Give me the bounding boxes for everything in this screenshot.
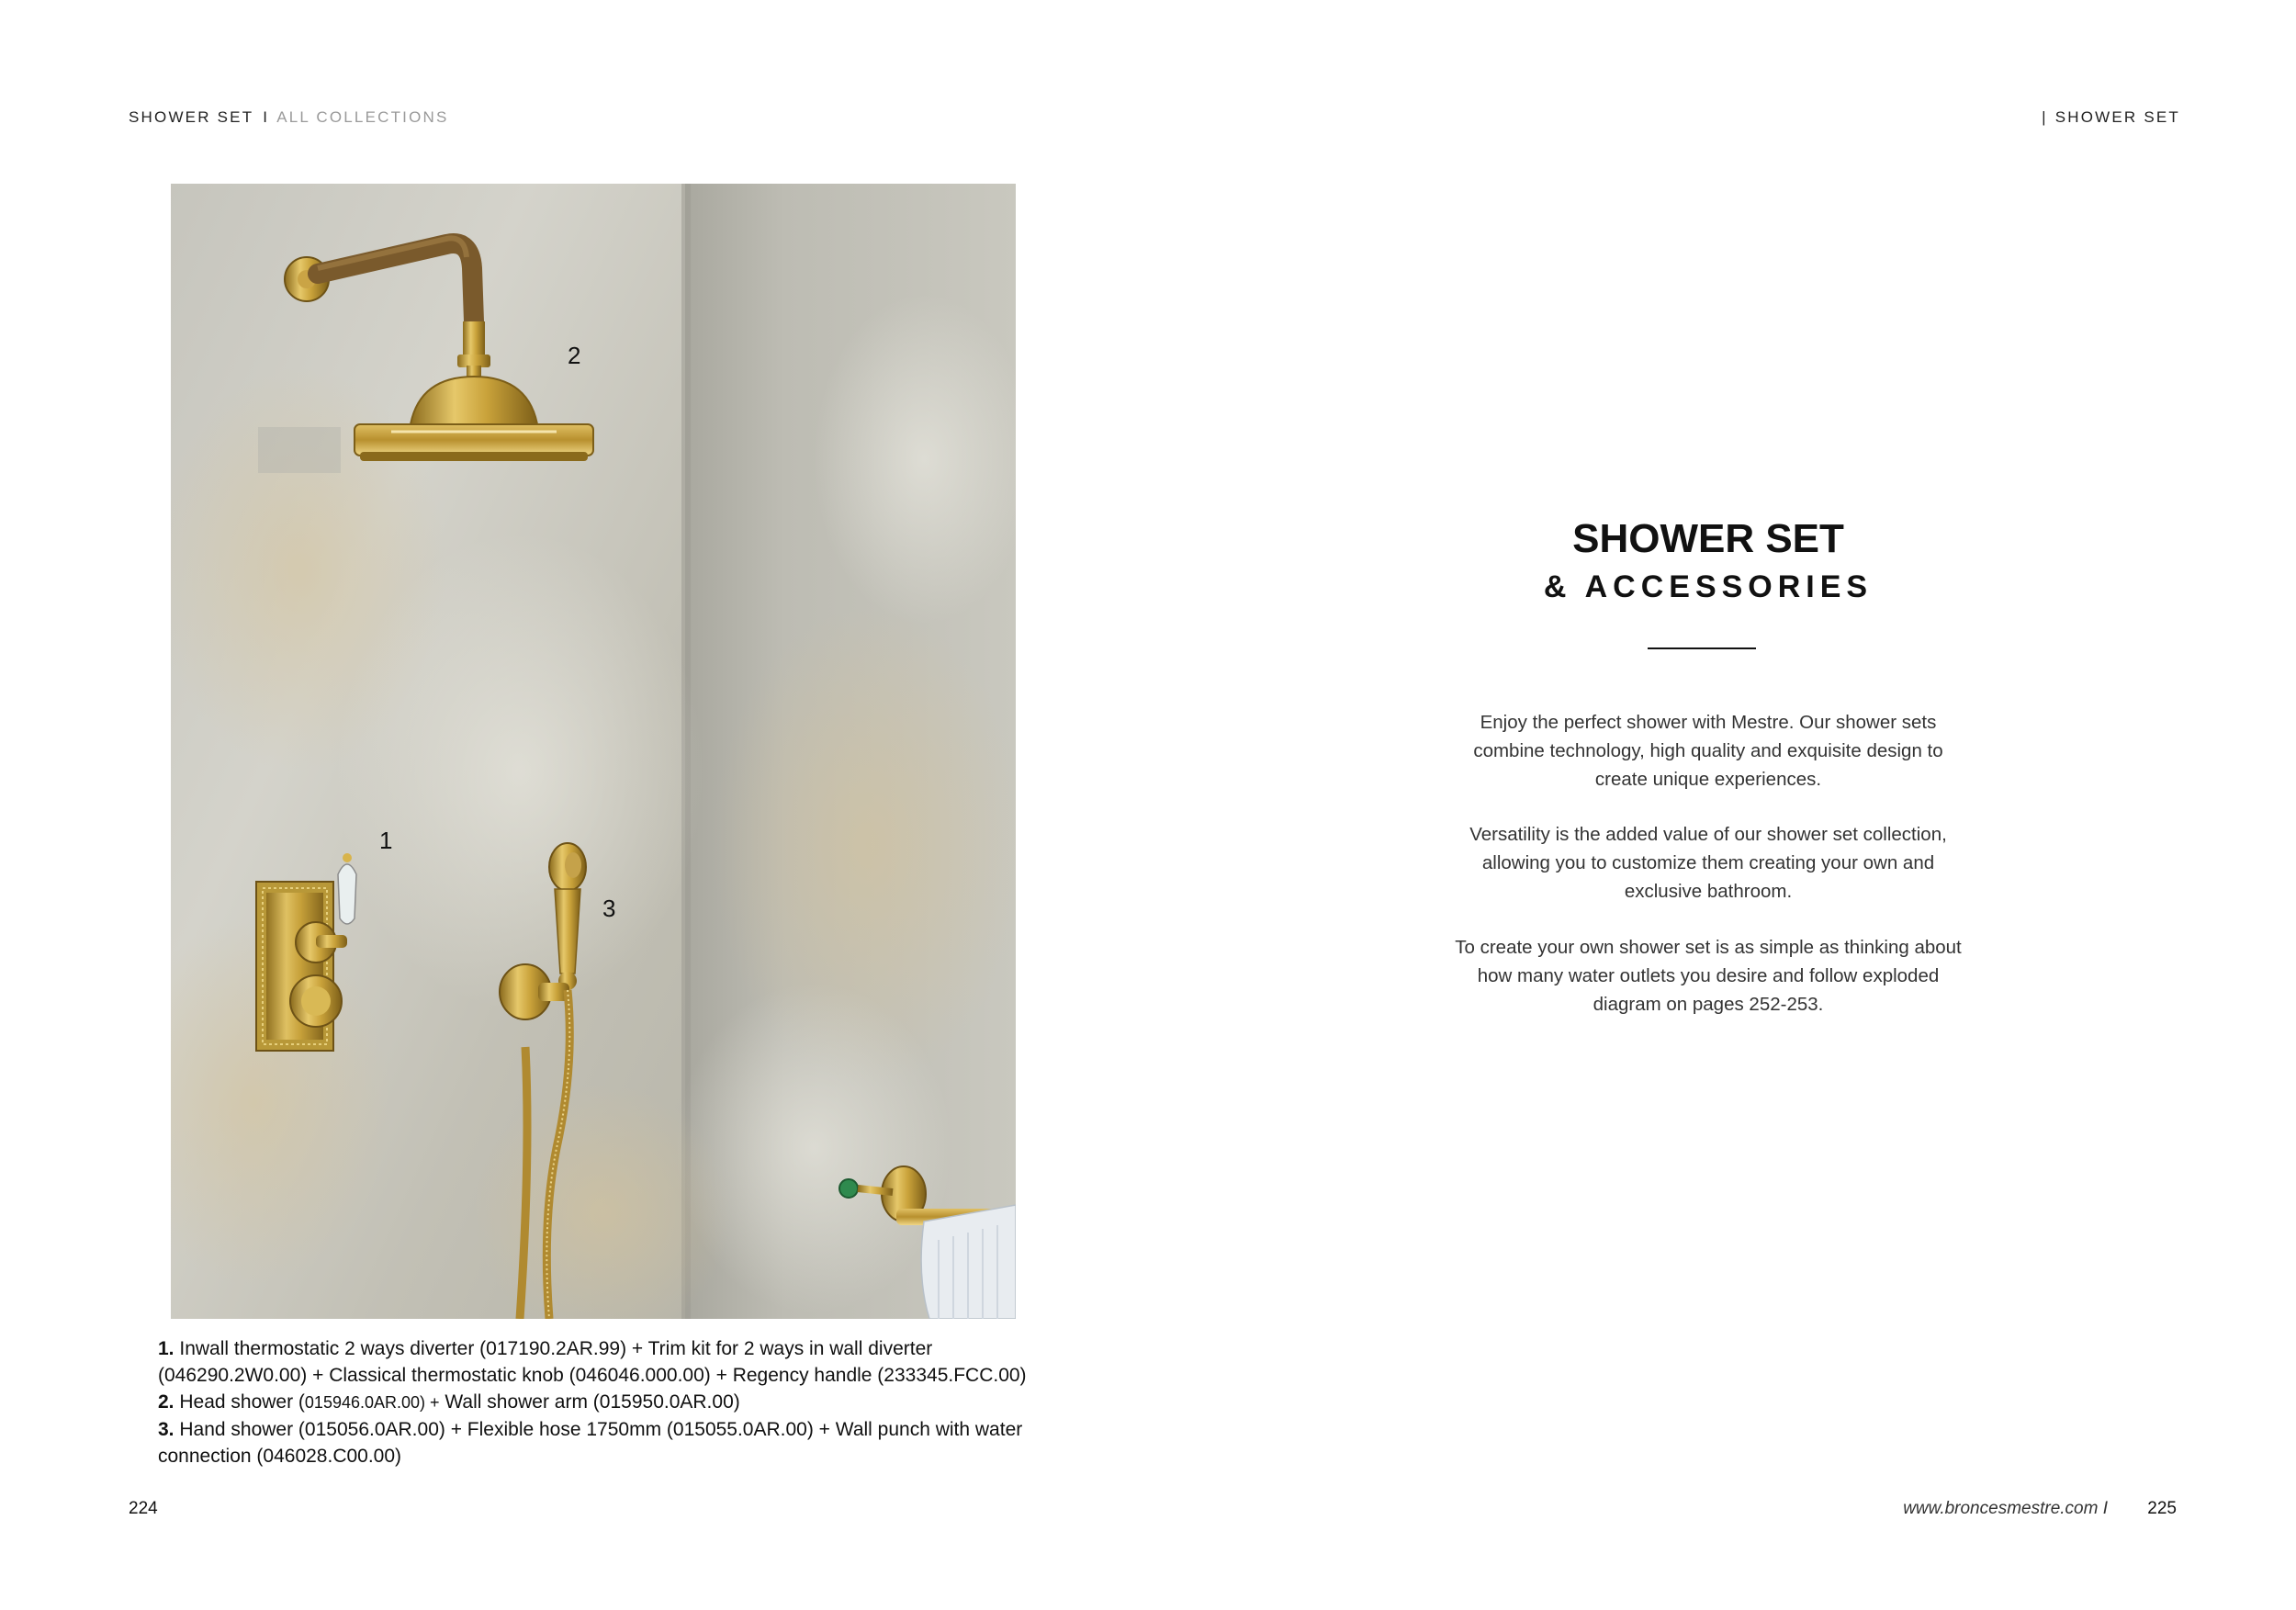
running-header-left [129,108,449,127]
page-number-right: 225 [2147,1499,2177,1518]
intro-paragraph-2: Versatility is the added value of our shower set collection, allowing you to customize them creating your own and exclusive bathroom. [1469,824,1947,902]
section-subtitle: & ACCESSORIES [1543,569,1874,604]
caption-item-text: Head shower ( [179,1391,305,1413]
product-photo [171,184,1016,1319]
intro-paragraph-1: Enjoy the perfect shower with Mestre. Our shower sets combine technology, high quality and exquisite design to create unique experiences. [1473,712,1943,790]
header-separator-right: | [2042,108,2048,126]
header-section-title: SHOWER SET [129,108,254,126]
running-header-right [2042,108,2180,127]
caption-item-number: 2. [158,1391,174,1413]
caption-item-text-small: 015946.0AR.00) + [304,1393,440,1412]
callout-1: 1 [379,827,393,854]
intro-paragraph-3: To create your own shower set is as simple as thinking about how many water outlets you desire and follow exploded diagram on pages 252-253. [1455,937,1962,1015]
callout-2: 2 [568,342,581,369]
callout-3: 3 [602,895,616,922]
website-link[interactable]: www.broncesmestre.com I [1903,1499,2108,1518]
shower-set-illustration [171,184,1016,1319]
caption-item-1 [158,1335,1030,1389]
caption-item-3 [158,1416,1030,1469]
header-separator: I [263,108,270,126]
caption-item-number: 3. [158,1419,174,1440]
product-caption [158,1335,1030,1469]
caption-item-text-end: Wall shower arm (015950.0AR.00) [439,1391,740,1413]
caption-item-text: Inwall thermostatic 2 ways diverter (017190.2AR.99) + Trim kit for 2 ways in wall diverter (046290.2W0.00) + Classical thermostatic knob (046046.000.00) + Regency handle (233345.FCC.00) [158,1338,1027,1386]
caption-item-2 [158,1389,1030,1416]
header-collection-link[interactable]: ALL COLLECTIONS [276,108,449,126]
caption-item-text: Hand shower (015056.0AR.00) + Flexible hose 1750mm (015055.0AR.00) + Wall punch with water connection (046028.C00.00) [158,1419,1023,1467]
title-divider [1648,647,1756,649]
page-number-left: 224 [129,1499,158,1518]
caption-item-number: 1. [158,1338,174,1359]
section-title: SHOWER SET [1572,516,1844,561]
header-section-title-right: SHOWER SET [2054,108,2180,126]
